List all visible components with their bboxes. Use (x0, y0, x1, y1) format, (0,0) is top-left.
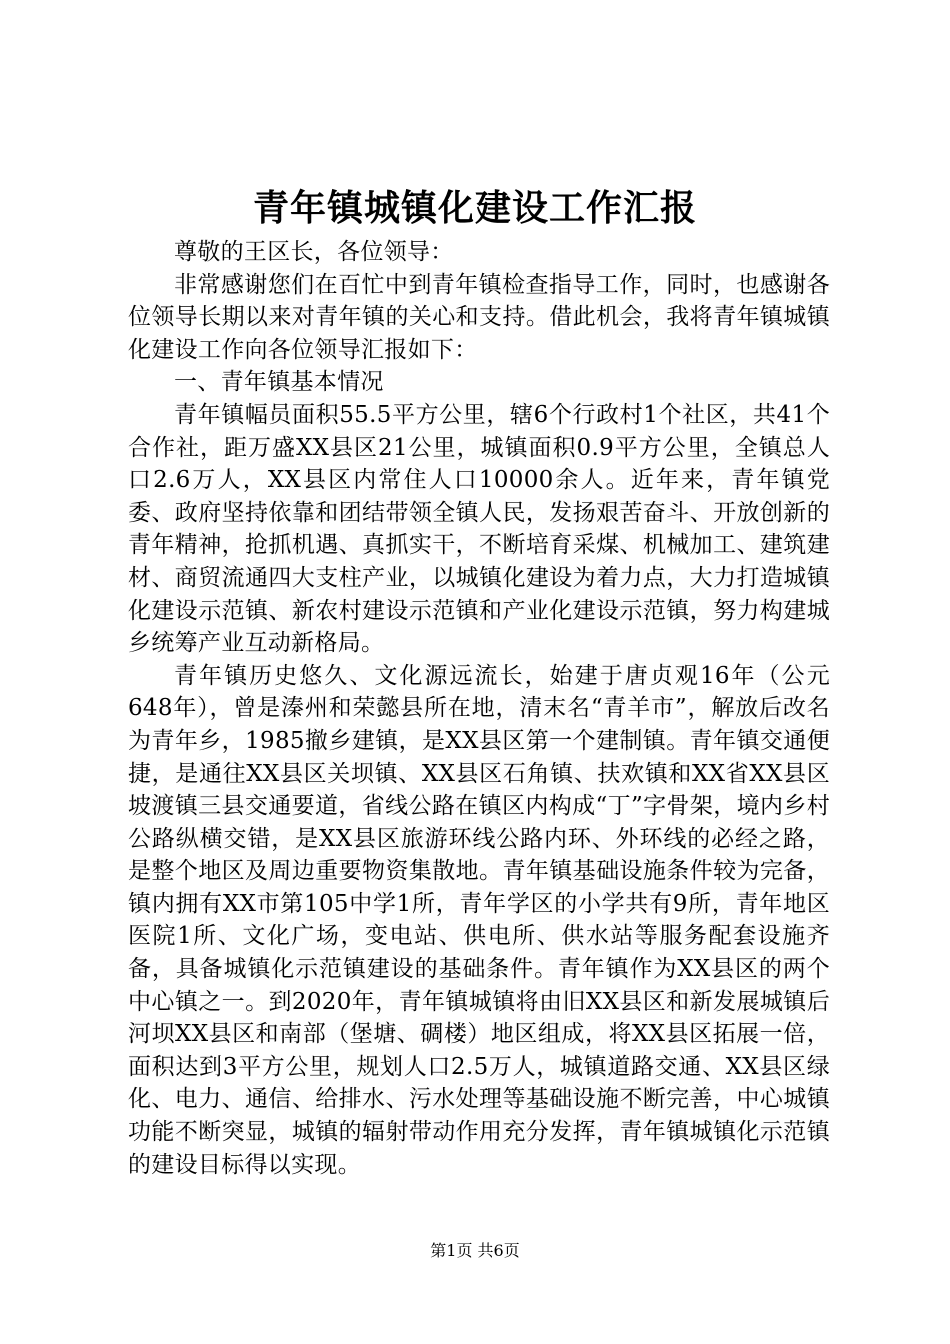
section-heading: 一、青年镇基本情况 (174, 369, 384, 396)
salutation-paragraph: 尊敬的王区长，各位领导： (174, 239, 454, 265)
page-number-footer: 第1页 共6页 (430, 1241, 520, 1260)
document-body (128, 236, 830, 1181)
document-title: 青年镇城镇化建设工作汇报 (252, 187, 697, 229)
overview-paragraph: 青年镇幅员面积55.5平方公里，辖6个行政村1个社区，共41个合作社，距万盛XX县区21公里，城镇面积0.9平方公里，全镇总人口2.6万人，XX县区内常住人口10000余人。近年来，青年镇党委、政府坚持依靠和团结带领全镇人民，发扬艰苦奋斗、开放创新的青年精神，抢抓机遇、真抓实干，不断培育采煤、机械加工、建筑建材、商贸流通四大支柱产业，以城镇化建设为着力点，大力打造城镇化建设示范镇、新农村建设示范镇和产业化建设示范镇，努力构建城乡统筹产业互动新格局。 (128, 401, 830, 657)
intro-paragraph: 非常感谢您们在百忙中到青年镇检查指导工作，同时，也感谢各位领导长期以来对青年镇的关心和支持。借此机会，我将青年镇城镇化建设工作向各位领导汇报如下： (128, 271, 830, 363)
history-paragraph: 青年镇历史悠久、文化源远流长，始建于唐贞观16年（公元648年），曾是溱州和荣懿县所在地，清末名“青羊市”，解放后改名为青年乡，1985撤乡建镇，是XX县区第一个建制镇。青年镇交通便捷，是通往XX县区关坝镇、XX县区石角镇、扶欢镇和XX省XX县区坡渡镇三县交通要道，省线公路在镇区内构成“丁”字骨架，境内乡村公路纵横交错，是XX县区旅游环线公路内环、外环线的必经之路，是整个地区及周边重要物资集散地。青年镇基础设施条件较为完备，镇内拥有XX市第105中学1所，青年学区的小学共有9所，青年地区医院1所、文化广场，变电站、供电所、供水站等服务配套设施齐备，具备城镇化示范镇建设的基础条件。青年镇作为XX县区的两个中心镇之一。到2020年，青年镇城镇将由旧XX县区和新发展城镇后河坝XX县区和南部（堡塘、碉楼）地区组成，将XX县区拓展一倍，面积达到3平方公里，规划人口2.5万人，城镇道路交通、XX县区绿化、电力、通信、给排水、污水处理等基础设施不断完善，中心城镇功能不断突显，城镇的辐射带动作用充分发挥，青年镇城镇化示范镇的建设目标得以实现。 (128, 662, 830, 1178)
